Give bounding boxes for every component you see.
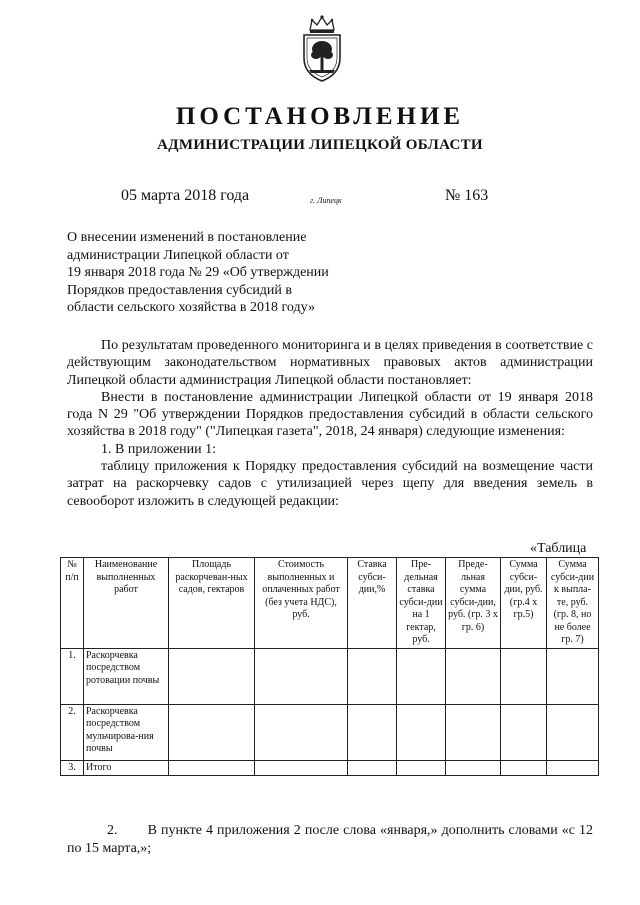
table-cell [446, 760, 501, 776]
row-work-name: Раскорчевка посредством мульчирова-ния почвы [84, 704, 169, 760]
table-cell [446, 648, 501, 704]
paragraph-item-1: 1. В приложении 1: [101, 441, 217, 457]
document-subject [67, 229, 387, 317]
table-row [61, 704, 599, 760]
table-cell [547, 648, 599, 704]
column-header: № п/п [61, 558, 84, 649]
table-row [61, 648, 599, 704]
subject-line: О внесении изменений в постановление [67, 230, 307, 245]
table-cell [501, 760, 547, 776]
table-cell [397, 760, 446, 776]
paragraph-item-2 [67, 822, 593, 857]
table-cell [446, 704, 501, 760]
table-cell [255, 704, 348, 760]
table-row [61, 760, 599, 776]
table-cell [348, 704, 397, 760]
subject-line: 19 января 2018 года № 29 «Об утверждении [67, 265, 329, 280]
document-city: г. Липецк [310, 196, 342, 205]
document-body [67, 337, 593, 510]
row-number: 1. [61, 648, 84, 704]
table-cell [255, 648, 348, 704]
subsidy-table [60, 557, 599, 776]
table-cell [547, 704, 599, 760]
row-number: 2. [61, 704, 84, 760]
document-subtitle: АДМИНИСТРАЦИИ ЛИПЕЦКОЙ ОБЛАСТИ [157, 137, 483, 153]
column-header: Преде-льная сумма субси-дии, руб. (гр. 3 х гр. 6) [446, 558, 501, 649]
table-cell [501, 648, 547, 704]
subject-line: области сельского хозяйства в 2018 году» [67, 300, 315, 315]
subject-line: Порядков предоставления субсидий в [67, 282, 293, 298]
table-cell [169, 648, 255, 704]
item-number: 2. [107, 823, 118, 838]
table-cell [255, 760, 348, 776]
table-cell [348, 648, 397, 704]
row-work-name: Раскорчевка посредством ротовации почвы [84, 648, 169, 704]
table-header-row [61, 558, 599, 649]
document-title: ПОСТАНОВЛЕНИЕ [175, 103, 465, 130]
document-number: № 163 [445, 187, 489, 204]
column-header: Наименование выполненных работ [84, 558, 169, 649]
table-cell [547, 760, 599, 776]
lipetsk-coat-of-arms-icon [300, 14, 344, 84]
table-caption: «Таблица [530, 541, 587, 556]
column-header: Стоимость выполненных и оплаченных работ (без учета НДС), руб. [255, 558, 348, 649]
column-header: Пре-дельная ставка субси-дии на 1 гектар, руб. [397, 558, 446, 649]
column-header: Ставка субси-дии,% [348, 558, 397, 649]
item-text: В пункте 4 приложения 2 после слова «января,» дополнить словами «с 12 по 15 марта,»; [67, 823, 594, 856]
subject-line: администрации Липецкой области от [67, 247, 289, 263]
column-header: Сумма субси-дии к выпла-те, руб. (гр. 8, но не более гр. 7) [547, 558, 599, 649]
row-work-name: Итого [84, 760, 169, 776]
document-date: 05 марта 2018 года [121, 187, 250, 204]
table-cell [397, 704, 446, 760]
row-number: 3. [61, 760, 84, 776]
table-cell [169, 760, 255, 776]
paragraph-preamble: По результатам проведенного мониторинга и в целях приведения в соответствие с действующим законодательством нормативных правовых актов администрации Липецкой области администрация Липецкой области постановляет: [67, 338, 593, 388]
column-header: Сумма субси-дии, руб. (гр.4 х гр.5) [501, 558, 547, 649]
paragraph-amendment-intro: Внести в постановление администрации Липецкой области от 19 января 2018 года N 29 "Об утверждении Порядков предоставления субсидий в области сельского хозяйства в 2018 году" ("Липецкая газета", 2018, 24 января) следующие изменения: [67, 389, 593, 440]
table-cell [169, 704, 255, 760]
paragraph-table-intro: таблицу приложения к Порядку предоставления субсидий на возмещение части затрат на раскорчевку садов с утилизацией через щепу для введения земель в севооборот изложить в следующей редакции: [67, 459, 593, 509]
table-cell [348, 760, 397, 776]
table-cell [397, 648, 446, 704]
column-header: Площадь раскорчеван-ных садов, гектаров [169, 558, 255, 649]
table-cell [501, 704, 547, 760]
